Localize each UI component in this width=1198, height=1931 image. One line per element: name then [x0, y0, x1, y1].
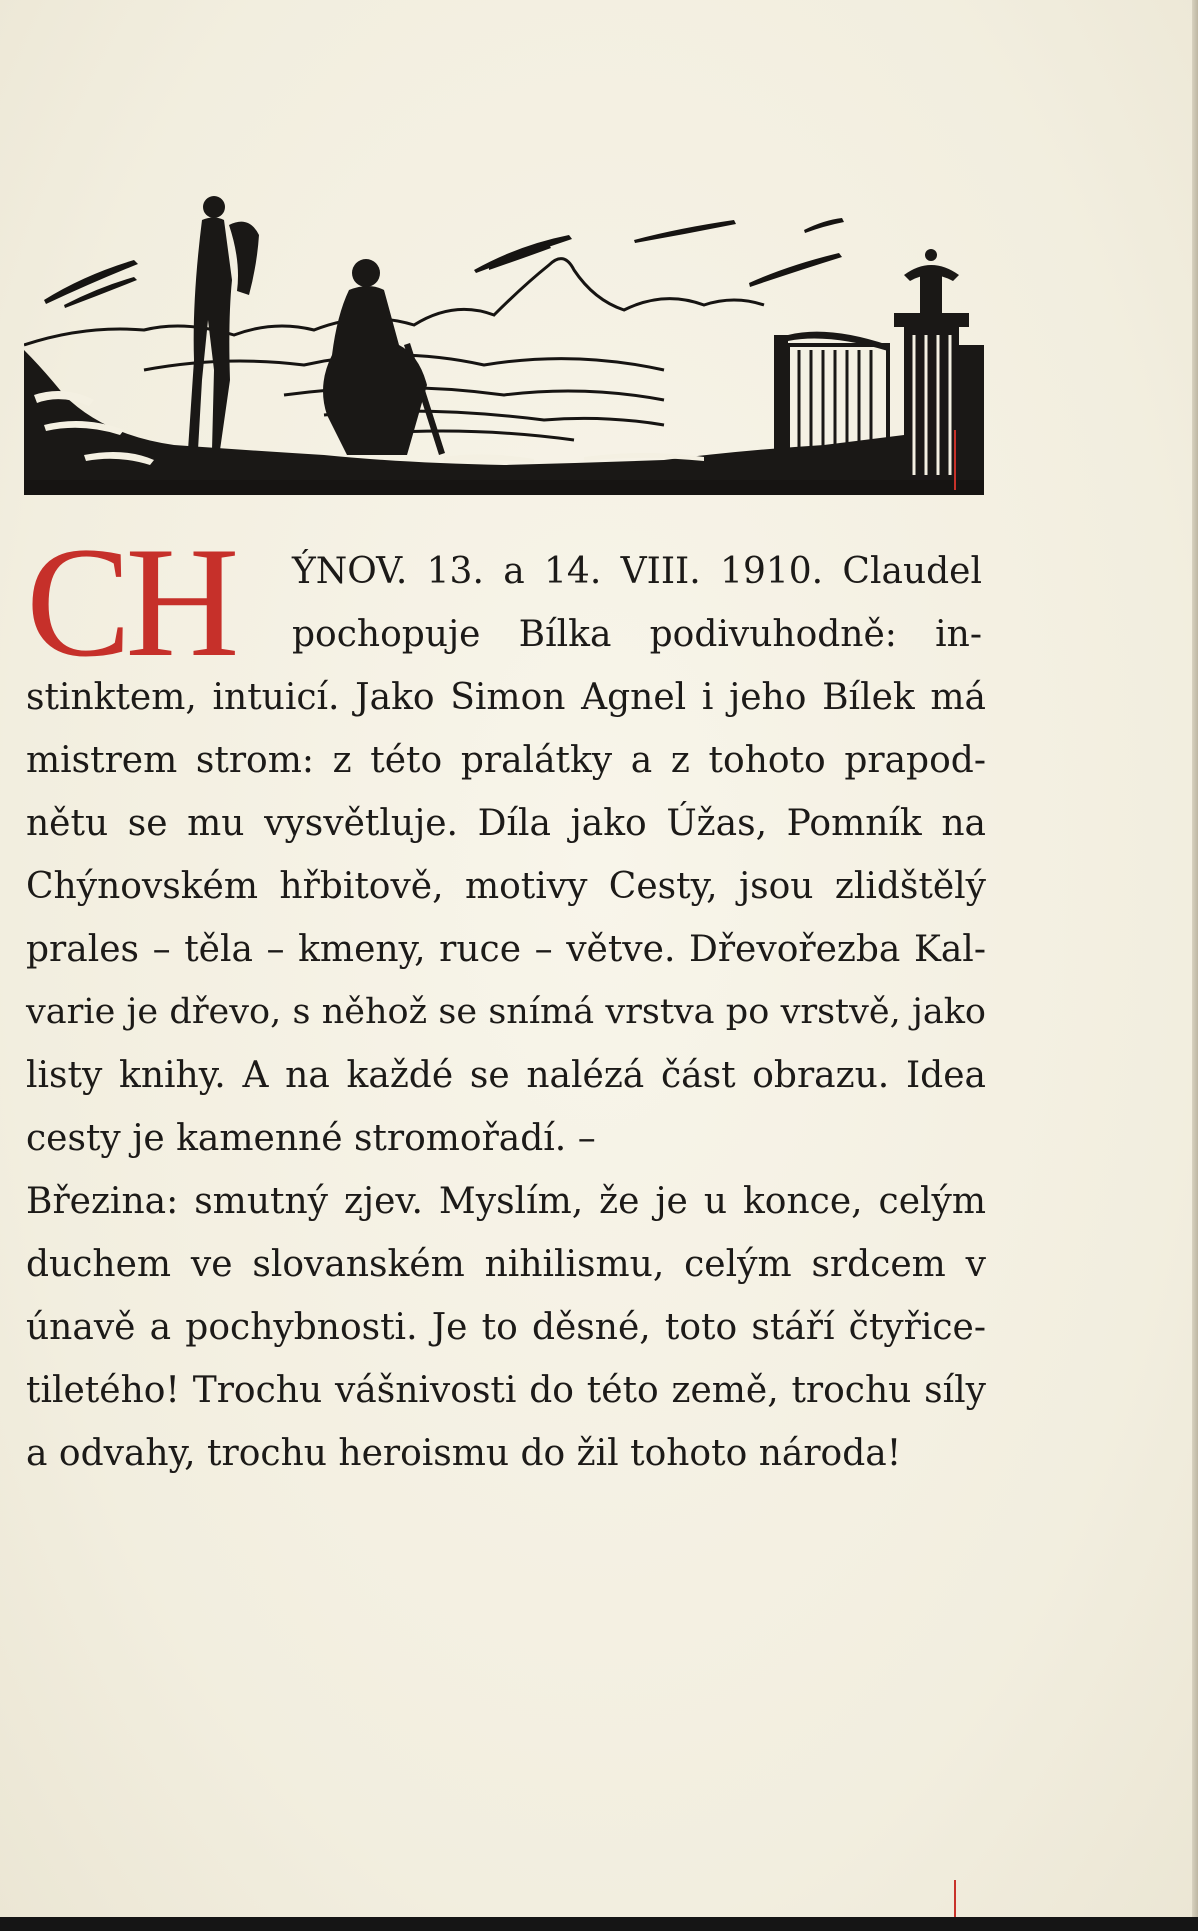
- paragraph-1: [26, 666, 986, 1170]
- text-line: Chýnovském hřbitově, motivy Cesty, jsou zlidštělý: [26, 866, 986, 907]
- page-edge: [1192, 0, 1198, 1931]
- text-line: mistrem strom: z této pralátky a z tohoto prapod-: [26, 740, 986, 781]
- text-line: duchem ve slovanském nihilismu, celým srdcem v: [26, 1244, 986, 1285]
- body-text: [26, 515, 986, 1485]
- text-line: nětu se mu vysvětluje. Díla jako Úžas, Pomník na: [26, 803, 986, 844]
- woodcut-illustration: [24, 195, 984, 495]
- text-line: listy knihy. A na každé se nalézá část obrazu. Idea: [26, 1055, 986, 1096]
- paragraph-opening: [26, 515, 986, 690]
- text-line: stinktem, intuicí. Jako Simon Agnel i jeho Bílek má: [26, 677, 986, 718]
- text-line: Březina: smutný zjev. Myslím, že je u konce, celým: [26, 1181, 986, 1222]
- text-line: prales – těla – kmeny, ruce – větve. Dřevořezba Kal-: [26, 929, 986, 970]
- initial-lines: [292, 540, 982, 666]
- text-line: únavě a pochybnosti. Je to děsné, toto stáří čtyřice-: [26, 1307, 986, 1348]
- scan-border: [0, 1917, 1198, 1931]
- text-line: pochopuje Bílka podivuhodně: in-: [292, 614, 982, 655]
- text-line: a odvahy, trochu heroismu do žil tohoto národa!: [26, 1433, 902, 1474]
- text-line: tiletého! Trochu vášnivosti do této země, trochu síly: [26, 1370, 986, 1411]
- text-line: ÝNOV. 13. a 14. VIII. 1910. Claudel: [292, 551, 982, 592]
- text-line: cesty je kamenné stromořadí. –: [26, 1118, 596, 1159]
- red-margin-mark: [954, 430, 956, 490]
- cloud-strokes: [44, 218, 844, 308]
- text-line: varie je dřevo, s něhož se snímá vrstva po vrstvě, jako: [26, 992, 986, 1032]
- drop-cap-initial: CH: [26, 515, 234, 690]
- paragraph-2: [26, 1170, 986, 1485]
- standing-figure: [188, 196, 259, 450]
